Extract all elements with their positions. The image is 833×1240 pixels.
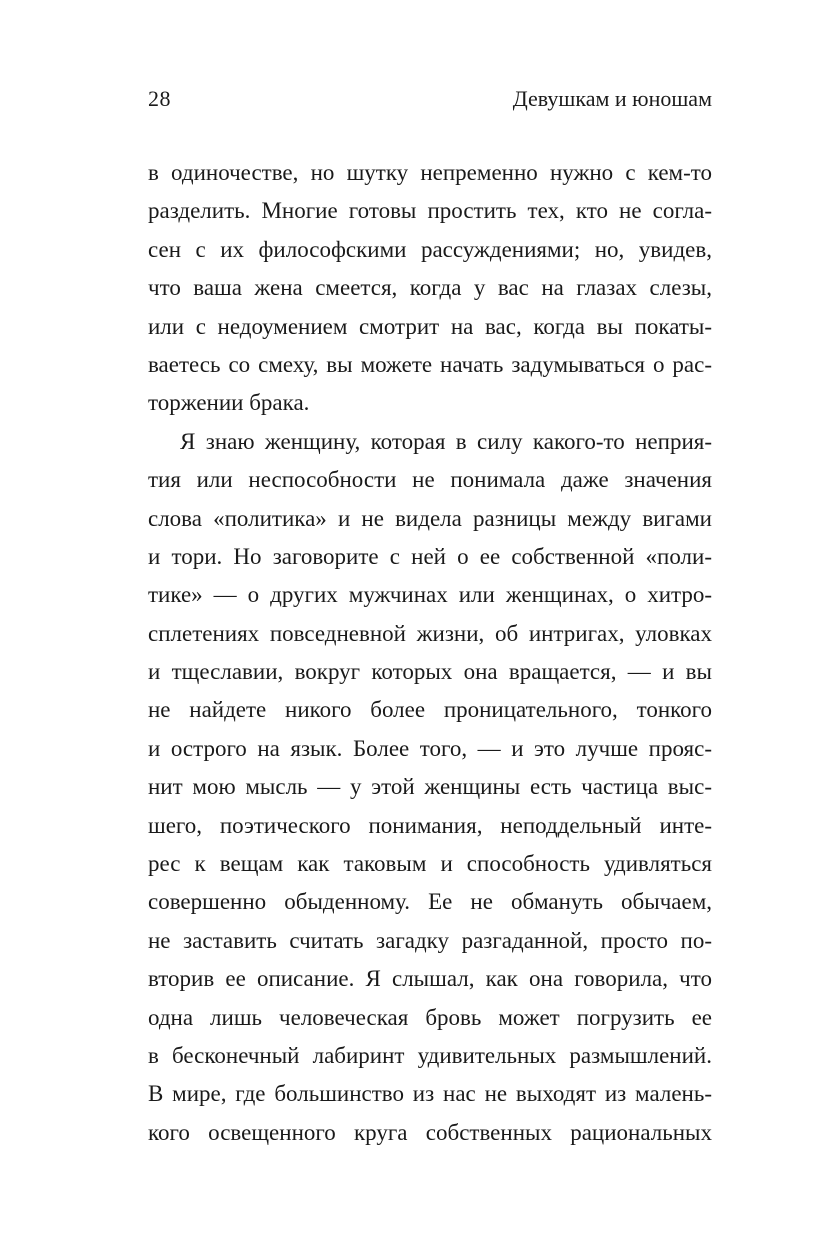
paragraph-1 [148,154,712,423]
text-line: и тори. Но заговорите с ней о ее собственной «поли- [148,543,712,569]
body-text [148,154,712,1152]
text-line: слова «политика» и не видела разницы между вигами [148,505,712,531]
text-line: тия или неспособности не понимала даже значения [148,467,712,493]
paragraph-2 [148,423,712,1152]
text-line: вторив ее описание. Я слышал, как она говорила, что [148,966,712,992]
text-line: не найдете никого более проницательного, тонкого [148,697,712,723]
page-number: 28 [148,86,171,111]
text-line: что ваша жена смеется, когда у вас на глазах слезы, [148,275,712,301]
text-line: в бесконечный лабиринт удивительных размышлений. [148,1042,712,1068]
text-line: торжении брака. [148,390,310,416]
text-line: одна лишь человеческая бровь может погрузить ее [148,1004,712,1030]
text-line: и тщеславии, вокруг которых она вращается, — и вы [148,659,712,685]
running-header [148,86,712,116]
text-line: совершенно обыденному. Ее не обмануть обычаем, [148,889,712,915]
text-line: кого освещенного круга собственных рациональных [148,1119,712,1145]
text-line: или с недоумением смотрит на вас, когда вы покаты- [148,313,712,339]
text-line: и острого на язык. Более того, — и это лучше прояс- [148,735,712,761]
text-line: нит мою мысль — у этой женщины есть частица выс- [148,774,712,800]
text-line: Я знаю женщину, которая в силу какого-то неприя- [180,428,712,454]
text-line: сплетениях повседневной жизни, об интригах, уловках [148,620,712,646]
text-line: шего, поэтического понимания, неподдельный инте- [148,812,712,838]
chapter-title: Девушкам и юношам [512,86,712,111]
text-line: В мире, где большинство из нас не выходят из малень- [148,1081,712,1107]
text-line: разделить. Многие готовы простить тех, кто не согла- [148,198,712,224]
text-line: не заставить считать загадку разгаданной, просто по- [148,927,712,953]
text-line: рес к вещам как таковым и способность удивляться [148,851,712,877]
text-line: ваетесь со смеху, вы можете начать задумываться о рас- [148,351,712,377]
text-line: в одиночестве, но шутку непременно нужно с кем-то [148,160,712,185]
text-line: сен с их философскими рассуждениями; но, увидев, [148,236,712,262]
text-line: тике» — о других мужчинах или женщинах, о хитро- [148,582,712,608]
